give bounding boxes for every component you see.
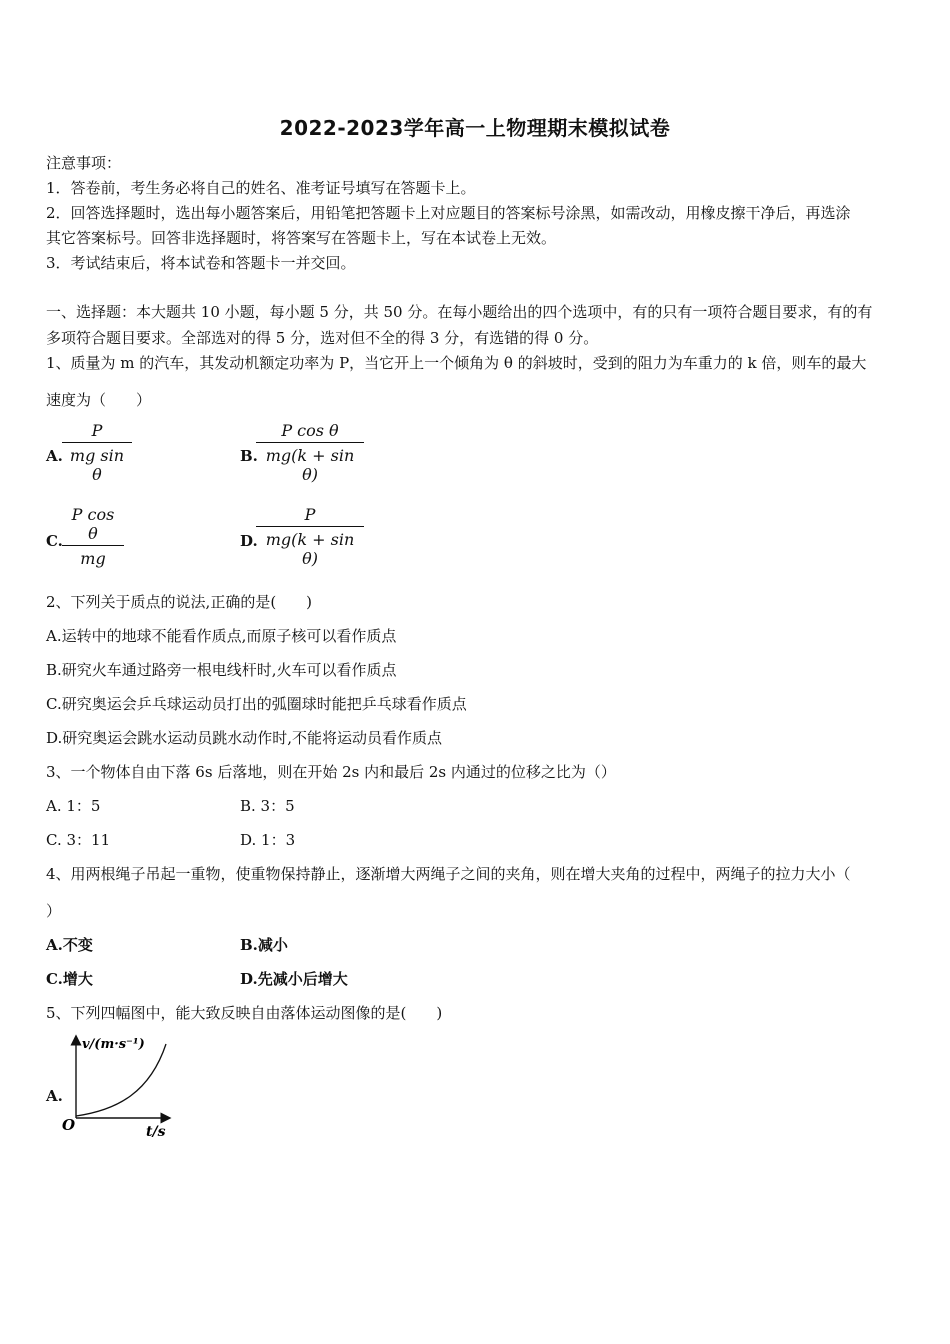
q3-option-b: B. 3：5	[240, 797, 295, 815]
q3-option-c: C. 3：11	[46, 831, 111, 849]
question-1-stem: 1、质量为 m 的汽车，其发动机额定功率为 P，当它开上一个倾角为 θ 的斜坡时，受到的阻力为车重力的 k 倍，则车的最大	[46, 354, 867, 372]
question-4-stem: ）	[46, 902, 62, 920]
question-3-stem: 3、一个物体自由下落 6s 后落地，则在开始 2s 内和最后 2s 内通过的位移之比为（）	[46, 763, 616, 781]
numerator: P cos θ	[281, 421, 339, 440]
q4-option-a: A.不变	[46, 936, 93, 954]
notice-item: 2．回答选择题时，选出每小题答案后，用铅笔把答题卡上对应题目的答案标号涂黑，如需改动，用橡皮擦干净后，再选涂	[46, 204, 851, 222]
question-2-stem: 2、下列关于质点的说法,正确的是( )	[46, 593, 313, 611]
q2-option: A.运转中的地球不能看作质点,而原子核可以看作质点	[46, 627, 397, 645]
question-4-stem: 4、用两根绳子吊起一重物，使重物保持静止，逐渐增大两绳子之间的夹角，则在增大夹角的过程中，两绳子的拉力大小（	[46, 865, 851, 883]
x-axis-label: t/s	[146, 1124, 166, 1140]
q1-option-b-label: B.	[240, 447, 258, 465]
numerator: P cos θ	[71, 505, 115, 543]
q4-option-b: B.减小	[240, 936, 288, 954]
y-axis-label: v/(m·s⁻¹)	[82, 1037, 145, 1052]
notice-item: 3．考试结束后，将本试卷和答题卡一并交回。	[46, 254, 356, 272]
numerator: P	[304, 505, 316, 524]
section-instructions: 多项符合题目要求。全部选对的得 5 分，选对但不全的得 3 分，有选错的得 0 分。	[46, 329, 599, 347]
q4-option-d: D.先减小后增大	[240, 970, 348, 988]
q3-option-d: D. 1：3	[240, 831, 296, 849]
denominator: mg sin θ	[69, 446, 125, 484]
numerator: P	[91, 421, 103, 440]
q1-option-a-fraction	[62, 421, 132, 484]
q1-option-b-fraction	[256, 421, 364, 484]
curve	[76, 1044, 166, 1116]
page-title: 2022-2023学年高一上物理期末模拟试卷	[279, 116, 671, 140]
notice-heading: 注意事项：	[46, 154, 122, 172]
question-5-stem: 5、下列四幅图中，能大致反映自由落体运动图像的是( )	[46, 1004, 443, 1022]
q1-option-c-fraction	[62, 505, 124, 568]
origin-label: O	[62, 1116, 76, 1134]
q3-option-a: A. 1：5	[46, 797, 101, 815]
q1-option-d-label: D.	[240, 532, 258, 550]
q2-option: B.研究火车通过路旁一根电线杆时,火车可以看作质点	[46, 661, 397, 679]
denominator: mg(k + sin θ)	[265, 446, 355, 484]
velocity-time-graph	[58, 1032, 183, 1144]
section-instructions: 一、选择题：本大题共 10 小题，每小题 5 分，共 50 分。在每小题给出的四个选项中，有的只有一项符合题目要求，有的有	[46, 303, 873, 321]
notice-item: 1．答卷前，考生务必将自己的姓名、准考证号填写在答题卡上。	[46, 179, 476, 197]
q2-option: C.研究奥运会乒乓球运动员打出的弧圈球时能把乒乓球看作质点	[46, 695, 467, 713]
notice-item: 其它答案标号。回答非选择题时，将答案写在答题卡上，写在本试卷上无效。	[46, 229, 557, 247]
q2-option: D.研究奥运会跳水运动员跳水动作时,不能将运动员看作质点	[46, 729, 443, 747]
q1-option-c-label: C.	[46, 532, 63, 550]
q1-option-a-label: A.	[46, 447, 63, 465]
denominator: mg	[80, 549, 106, 568]
question-1-stem: 速度为（ ）	[46, 391, 152, 409]
denominator: mg(k + sin θ)	[265, 530, 355, 568]
q4-option-c: C.增大	[46, 970, 93, 988]
q1-option-d-fraction	[256, 505, 364, 568]
q5-option-a-label: A.	[46, 1087, 63, 1105]
